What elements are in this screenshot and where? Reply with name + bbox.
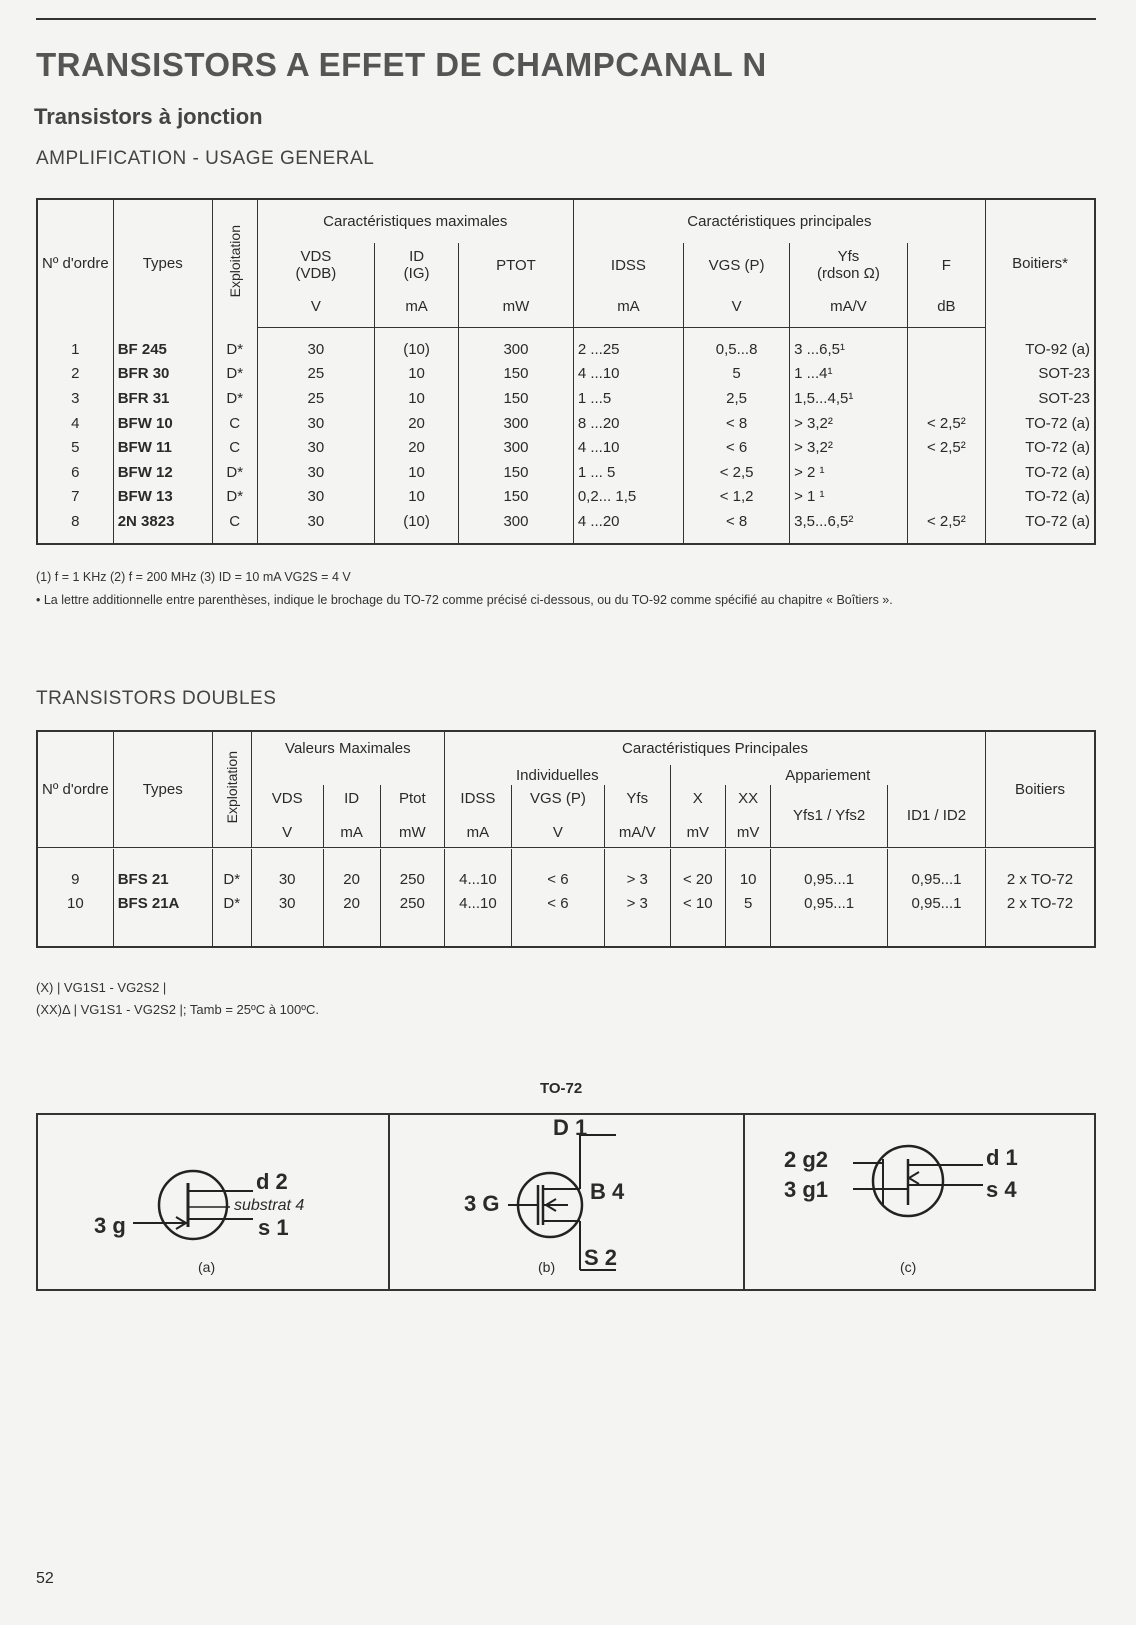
pinout-title: TO-72 (540, 1080, 583, 1097)
table-header-row (37, 199, 1095, 243)
col-unit-ma: mA (340, 824, 363, 842)
cell-yr: 0,95...1 (771, 867, 888, 891)
cell-ptot: 250 (380, 891, 444, 915)
cell-yfs: 3 ...6,5¹ (790, 337, 908, 362)
col-unit-v: V (282, 824, 293, 842)
cell-ptot: 300 (459, 337, 574, 362)
table-row (37, 362, 1095, 387)
cell-id: 20 (323, 891, 380, 915)
cell-type: BFW 10 (113, 411, 212, 436)
cell-id: (10) (375, 337, 459, 362)
cell-idss: 0,2... 1,5 (573, 485, 683, 510)
page-subtitle: Transistors à jonction (34, 104, 263, 129)
cell-f (907, 362, 985, 387)
cell-boit: TO-72 (a) (1025, 439, 1090, 457)
col-sym-xx: XX (738, 790, 759, 808)
col-sym-idss: IDSS (460, 790, 496, 808)
col-sym-yfs-ratio: Yfs1 / Yfs2 (771, 785, 888, 847)
col-sym-id: ID (409, 248, 425, 265)
cell-vds: 30 (251, 891, 323, 915)
cell-boit: TO-92 (a) (1025, 340, 1090, 358)
col-unit-mv: mV (686, 824, 710, 842)
pin-a-gate: 3 g (94, 1213, 126, 1238)
table-row (37, 460, 1095, 485)
cell-vgs: 5 (684, 362, 790, 387)
pin-c-source: s 4 (986, 1177, 1017, 1202)
cell-id: 20 (323, 867, 380, 891)
col-unit-mv: mV (736, 824, 760, 842)
col-unit-mav: mA/V (618, 824, 656, 842)
table-row (37, 411, 1095, 436)
cell-n: 10 (37, 891, 113, 915)
col-header-types: Types (113, 199, 212, 327)
group-header-max: Caractéristiques maximales (257, 199, 573, 243)
cell-n: 1 (37, 337, 113, 362)
cell-vds: 30 (257, 337, 374, 362)
pin-b-source: S 2 (584, 1245, 618, 1270)
cell-type: BFS 21 (113, 867, 212, 891)
col-header-types: Types (113, 731, 212, 847)
footnote-xx: (XX)Δ | VG1S1 - VG2S2 |; Tamb = 25ºC à 100ºC. (36, 1002, 320, 1017)
cell-type: BFR 30 (113, 362, 212, 387)
group-header-indiv: Individuelles (445, 765, 671, 785)
cell-yfs: > 3,2² (790, 435, 908, 460)
cell-vgs: < 1,2 (684, 485, 790, 510)
cell-idss: 4...10 (445, 891, 512, 915)
col-sym-f: F (907, 243, 985, 287)
pin-b-caption: (b) (538, 1259, 556, 1275)
cell-n: 2 (37, 362, 113, 387)
group-header-appar: Appariement (670, 765, 985, 785)
group-header-princ: Caractéristiques Principales (445, 731, 986, 765)
cell-ex: D* (212, 485, 257, 510)
cell-vgs: 2,5 (684, 386, 790, 411)
cell-yfs: > 3,2² (790, 411, 908, 436)
cell-ex: D* (212, 337, 257, 362)
cell-ex: C (212, 411, 257, 436)
col-sym-vds: VDS (300, 248, 332, 265)
cell-f (907, 386, 985, 411)
cell-type: BFW 13 (113, 485, 212, 510)
cell-boit: TO-72 (a) (1025, 414, 1090, 432)
col-sym-vds: VDS (271, 790, 303, 808)
cell-vds: 25 (257, 386, 374, 411)
cell-vgs: < 6 (684, 435, 790, 460)
cell-n: 6 (37, 460, 113, 485)
cell-ex: D* (212, 891, 251, 915)
cell-f (907, 337, 985, 362)
col-unit-ma: mA (375, 287, 459, 327)
col-sym-x: X (692, 790, 703, 808)
cell-f: < 2,5² (907, 435, 985, 460)
col-sym-yfs: Yfs (837, 248, 860, 265)
cell-id: 10 (375, 485, 459, 510)
cell-n: 9 (37, 867, 113, 891)
cell-ex: C (212, 509, 257, 534)
cell-vgs: < 8 (684, 411, 790, 436)
cell-vds: 30 (257, 509, 374, 534)
cell-ptot: 150 (459, 485, 574, 510)
cell-id: 10 (375, 460, 459, 485)
cell-n: 8 (37, 509, 113, 534)
cell-f: < 2,5² (907, 509, 985, 534)
footnote-1: (1) f = 1 KHz (2) f = 200 MHz (3) ID = 10 mA VG2S = 4 V (36, 570, 351, 584)
col-sub-rdson: (rdson Ω) (816, 265, 880, 282)
cell-type: 2N 3823 (113, 509, 212, 534)
cell-ptot: 150 (459, 362, 574, 387)
cell-idss: 4 ...10 (573, 362, 683, 387)
col-sym-ptot: PTOT (459, 243, 574, 287)
cell-id: 10 (375, 362, 459, 387)
cell-yfs: 3,5...6,5² (790, 509, 908, 534)
cell-boit: 2 x TO-72 (1006, 894, 1074, 912)
cell-id: 20 (375, 411, 459, 436)
cell-vds: 30 (251, 867, 323, 891)
table-row (37, 386, 1095, 411)
pinout-b-diagram (388, 1115, 743, 1293)
col-unit-ma: mA (466, 824, 490, 842)
cell-ir: 0,95...1 (888, 891, 986, 915)
pin-c-gate2: 2 g2 (784, 1147, 829, 1172)
cell-ex: C (212, 435, 257, 460)
cell-ptot: 300 (459, 435, 574, 460)
cell-ex: D* (212, 386, 257, 411)
cell-yfs: > 1 ¹ (790, 485, 908, 510)
cell-ex: D* (212, 867, 251, 891)
table-row (37, 337, 1095, 362)
col-header-nordre: Nº d'ordre (37, 731, 113, 847)
footnote-2: • La lettre additionnelle entre parenthèses, indique le brochage du TO-72 comme précisé ci-dessous, ou du TO-92 comme spécifié au chapitre « Boîtiers ». (36, 593, 893, 607)
cell-x: < 10 (670, 891, 725, 915)
cell-n: 3 (37, 386, 113, 411)
section-title-1: AMPLIFICATION - USAGE GENERAL (36, 148, 375, 169)
cell-ex: D* (212, 362, 257, 387)
table-row (37, 509, 1095, 534)
cell-yr: 0,95...1 (771, 891, 888, 915)
col-sub-vdb: (VDB) (295, 265, 337, 282)
cell-id: (10) (375, 509, 459, 534)
cell-idss: 2 ...25 (573, 337, 683, 362)
cell-vgs: < 2,5 (684, 460, 790, 485)
cell-xx: 10 (726, 867, 771, 891)
cell-x: < 20 (670, 867, 725, 891)
cell-vds: 25 (257, 362, 374, 387)
cell-yfs: > 3 (604, 867, 670, 891)
cell-idss: 4 ...20 (573, 509, 683, 534)
cell-ptot: 150 (459, 460, 574, 485)
col-unit-v: V (552, 824, 563, 842)
col-sym-id-ratio: ID1 / ID2 (888, 785, 986, 847)
col-unit-v: V (684, 287, 790, 327)
pin-a-drain: d 2 (256, 1169, 288, 1194)
pin-c-gate1: 3 g1 (784, 1177, 829, 1202)
cell-idss: 8 ...20 (573, 411, 683, 436)
cell-vds: 30 (257, 460, 374, 485)
cell-boit: SOT-23 (1038, 389, 1090, 407)
col-sub-ig: (IG) (403, 265, 430, 282)
cell-vgs: < 6 (511, 867, 604, 891)
cell-boit: TO-72 (a) (1025, 463, 1090, 481)
col-header-exploitation: Exploitation (223, 751, 240, 824)
cell-yfs: > 2 ¹ (790, 460, 908, 485)
cell-yfs: > 3 (604, 891, 670, 915)
cell-f (907, 460, 985, 485)
cell-type: BFS 21A (113, 891, 212, 915)
col-sym-ptot: Ptot (398, 790, 426, 808)
pin-c-caption: (c) (900, 1259, 917, 1275)
cell-n: 4 (37, 411, 113, 436)
top-rule (36, 18, 1096, 20)
col-sym-id: ID (344, 790, 360, 808)
cell-f: < 2,5² (907, 411, 985, 436)
table-row (37, 867, 1095, 891)
col-sym-vgs: VGS (P) (684, 243, 790, 287)
table-row (37, 485, 1095, 510)
cell-xx: 5 (726, 891, 771, 915)
cell-idss: 4 ...10 (573, 435, 683, 460)
cell-ir: 0,95...1 (888, 867, 986, 891)
col-header-nordre: Nº d'ordre (37, 199, 113, 327)
col-sym-vgs: VGS (P) (529, 790, 586, 808)
cell-vgs: < 8 (684, 509, 790, 534)
cell-vds: 30 (257, 485, 374, 510)
pinout-c-diagram (743, 1115, 1093, 1293)
group-header-max: Valeurs Maximales (251, 731, 444, 765)
cell-n: 5 (37, 435, 113, 460)
cell-type: BFW 12 (113, 460, 212, 485)
col-header-boitiers: Boitiers (1014, 780, 1066, 798)
pin-a-caption: (a) (198, 1259, 216, 1275)
col-sym-yfs: Yfs (626, 790, 649, 808)
cell-boit: 2 x TO-72 (1006, 870, 1074, 888)
cell-vds: 30 (257, 435, 374, 460)
page-number: 52 (36, 1570, 54, 1587)
cell-id: 10 (375, 386, 459, 411)
cell-idss: 4...10 (445, 867, 512, 891)
pin-b-gate: 3 G (464, 1191, 500, 1216)
cell-ptot: 300 (459, 411, 574, 436)
cell-n: 7 (37, 485, 113, 510)
col-header-exploitation: Exploitation (226, 225, 243, 298)
footnote-x: (X) | VG1S1 - VG2S2 | (36, 980, 167, 995)
cell-ptot: 250 (380, 867, 444, 891)
pin-b-body: B 4 (590, 1179, 625, 1204)
cell-boit: TO-72 (a) (1025, 512, 1090, 530)
cell-boit: SOT-23 (1038, 365, 1090, 383)
cell-idss: 1 ...5 (573, 386, 683, 411)
col-unit-v: V (257, 287, 374, 327)
cell-ex: D* (212, 460, 257, 485)
cell-type: BF 245 (113, 337, 212, 362)
cell-ptot: 150 (459, 386, 574, 411)
page-title: TRANSISTORS A EFFET DE CHAMPCANAL N (36, 46, 767, 83)
pin-a-source: s 1 (258, 1215, 289, 1240)
cell-vgs: 0,5...8 (684, 337, 790, 362)
col-unit-mw: mW (459, 287, 574, 327)
cell-ptot: 300 (459, 509, 574, 534)
table-doubles (36, 730, 1096, 948)
cell-id: 20 (375, 435, 459, 460)
col-header-boitiers: Boitiers* (1012, 255, 1068, 272)
table-row (37, 891, 1095, 915)
col-sym-idss: IDSS (573, 243, 683, 287)
cell-f (907, 485, 985, 510)
cell-vds: 30 (257, 411, 374, 436)
pin-a-substrate: substrat 4 (234, 1197, 305, 1214)
col-unit-ma: mA (573, 287, 683, 327)
group-header-princ: Caractéristiques principales (573, 199, 985, 243)
section-title-2: TRANSISTORS DOUBLES (36, 688, 277, 709)
table-amplification (36, 198, 1096, 545)
col-unit-db: dB (907, 287, 985, 327)
cell-boit: TO-72 (a) (1025, 488, 1090, 506)
cell-yfs: 1 ...4¹ (790, 362, 908, 387)
table-row (37, 435, 1095, 460)
cell-idss: 1 ... 5 (573, 460, 683, 485)
pin-b-drain: D 1 (553, 1115, 588, 1140)
pin-c-drain: d 1 (986, 1145, 1018, 1170)
col-unit-mw: mW (398, 824, 426, 842)
cell-yfs: 1,5...4,5¹ (790, 386, 908, 411)
cell-type: BFR 31 (113, 386, 212, 411)
cell-type: BFW 11 (113, 435, 212, 460)
pinout-diagrams (36, 1113, 1096, 1291)
cell-vgs: < 6 (511, 891, 604, 915)
col-unit-mav: mA/V (790, 287, 908, 327)
